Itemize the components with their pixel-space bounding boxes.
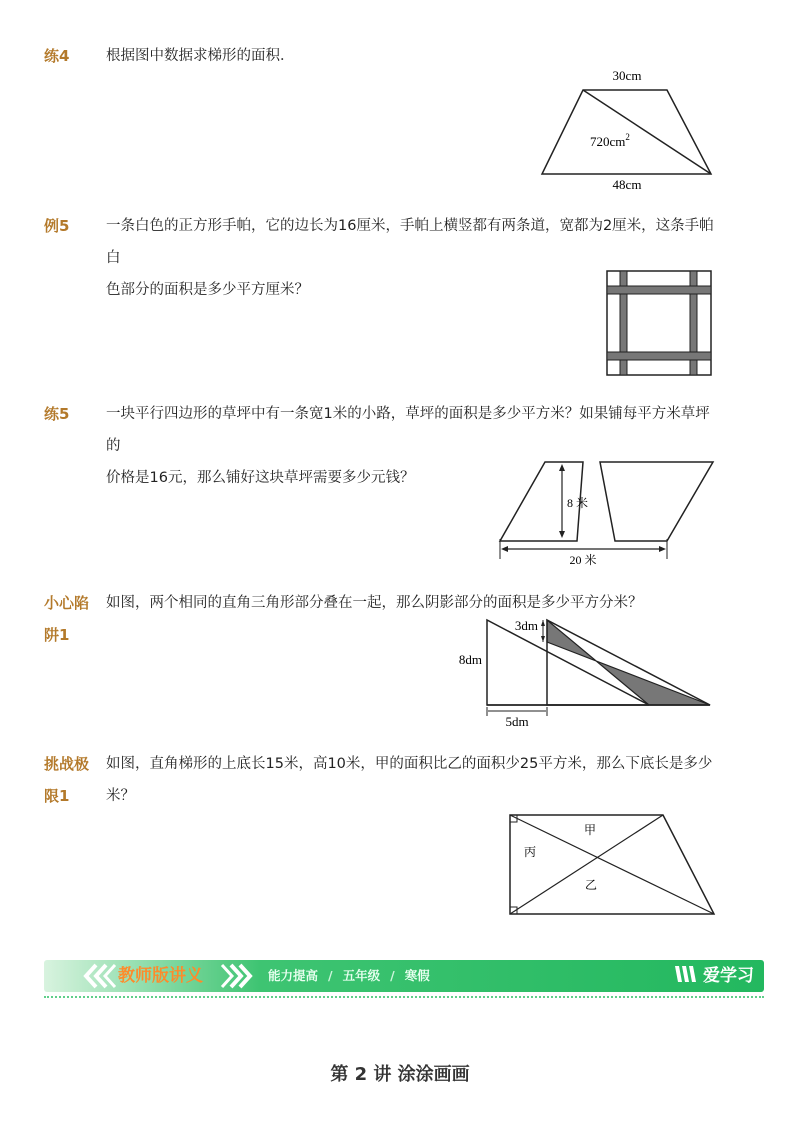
region-bing-label: 丙 xyxy=(523,845,537,859)
problem-label: 练4 xyxy=(44,47,70,65)
chapter-title: 第 2 讲 涂涂画画 xyxy=(330,1064,470,1085)
problem-text: 如图，两个相同的直角三角形部分叠在一起，那么阴影部分的面积是多少平方分米？ xyxy=(106,595,643,611)
problem-label: 例5 xyxy=(44,217,70,235)
footer-band xyxy=(44,960,764,992)
triangles-bottom-label: 5dm xyxy=(505,714,529,729)
problem-label: 小心陷 阱1 xyxy=(44,594,90,644)
triangles-left-label: 8dm xyxy=(458,652,482,667)
triangles-top-label: 3dm xyxy=(514,618,538,633)
teacher-edition-label: 教师版讲义 xyxy=(118,966,203,986)
handkerchief-figure xyxy=(606,270,714,378)
parallelogram-height-label: 8 米 xyxy=(567,496,589,510)
problem-text: 一条白色的正方形手帕，它的边长为16厘米，手帕上横竖都有两条道，宽都为2厘米，这条手帕白 色部分的面积是多少平方厘米？ xyxy=(106,218,714,298)
parallelogram-width-label: 20 米 xyxy=(569,553,597,567)
problem-text: 如图，直角梯形的上底长15米，高10米，甲的面积比乙的面积少25平方米，那么下底长是多少 米？ xyxy=(106,756,713,804)
problem-text: 根据图中数据求梯形的面积． xyxy=(106,48,295,64)
region-jia-label: 甲 xyxy=(583,823,597,837)
trapezoid-area-sup: 2 xyxy=(625,132,630,142)
brand-mark-icon xyxy=(673,964,699,984)
triangles-figure xyxy=(450,612,720,732)
problem-label: 练5 xyxy=(44,405,70,423)
chevrons-right-icon xyxy=(220,960,254,992)
problem-text: 一块平行四边形的草坪中有一条宽1米的小路，草坪的面积是多少平方米？如果铺每平方米草坪的 价格是16元，那么铺好这块草坪需要多少元钱？ xyxy=(106,406,710,486)
chevrons-left-icon xyxy=(82,960,116,992)
region-yi-label: 乙 xyxy=(584,878,598,892)
trapezoid-figure xyxy=(530,60,730,195)
parallelogram-figure xyxy=(495,455,720,570)
problem-label: 挑战极 限1 xyxy=(44,755,90,805)
right-trapezoid-figure xyxy=(505,810,720,920)
footer-divider xyxy=(44,996,764,998)
trapezoid-area-label: 720cm xyxy=(590,134,626,149)
breadcrumb: 能力提高 / 五年级 / 寒假 xyxy=(268,968,430,983)
trapezoid-bottom-label: 48cm xyxy=(612,177,642,192)
svg-text:720cm2 xyxy=(590,132,630,149)
brand-logo: 爱学习 xyxy=(673,960,754,992)
trapezoid-top-label: 30cm xyxy=(612,68,642,83)
